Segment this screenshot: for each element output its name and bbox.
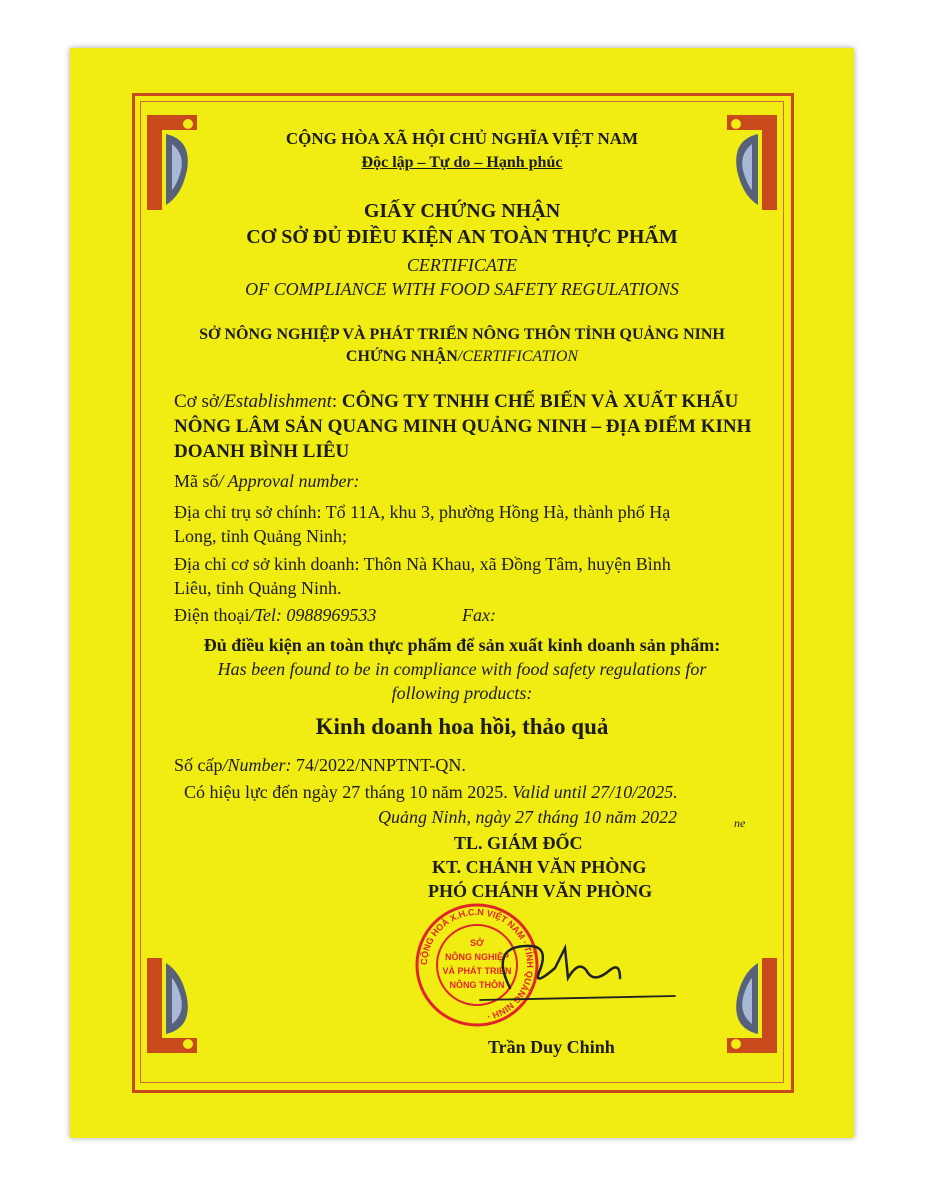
seal-center-4: NÔNG THÔN: [449, 980, 505, 990]
signer-title-2: KT. CHÁNH VĂN PHÒNG: [432, 857, 647, 877]
seal-center-1: SỞ: [470, 938, 484, 948]
issuing-authority: SỞ NÔNG NGHIỆP VÀ PHÁT TRIỂN NÔNG THÔN TỈNH QUẢNG NINH: [199, 326, 725, 343]
validity-line: [184, 781, 678, 803]
phone-label-en: /Tel:: [249, 605, 282, 625]
compliance-en-1: Has been found to be in compliance with food safety regulations for: [217, 659, 707, 679]
number-label-en: /Number:: [222, 755, 292, 775]
corner-ornament-bottom-right: [722, 948, 782, 1058]
validity-vn: Có hiệu lực đến ngày 27 tháng 10 năm 2025.: [184, 782, 508, 802]
approval-label-vn: Mã số: [174, 471, 219, 491]
approval-label-en: / Approval number:: [218, 471, 360, 491]
establishment-name-1: CÔNG TY TNHH CHẾ BIẾN VÀ XUẤT KHẨU: [341, 391, 739, 412]
business-address-line-2: Liêu, tỉnh Quảng Ninh.: [174, 578, 342, 598]
certificate-number: [174, 754, 466, 776]
signer-title-1: TL. GIÁM ĐỐC: [454, 833, 583, 853]
seal-center-2: NÔNG NGHIỆP: [444, 952, 510, 962]
hq-address-line-1: Địa chỉ trụ sở chính: Tổ 11A, khu 3, phường Hồng Hà, thành phố Hạ: [174, 502, 671, 522]
phone-value: 0988969533: [286, 605, 377, 625]
product-name: Kinh doanh hoa hồi, thảo quả: [315, 714, 609, 739]
title-vn-2: CƠ SỞ ĐỦ ĐIỀU KIỆN AN TOÀN THỰC PHẨM: [246, 226, 678, 248]
signer-name: Trần Duy Chinh: [488, 1037, 615, 1057]
establishment-name-3: DOANH BÌNH LIÊU: [174, 441, 350, 462]
title-en-2: OF COMPLIANCE WITH FOOD SAFETY REGULATIONS: [245, 279, 679, 299]
number-label-vn: Số cấp: [174, 755, 223, 775]
number-value: 74/2022/NNPTNT-QN.: [296, 755, 466, 775]
signer-title-3: PHÓ CHÁNH VĂN PHÒNG: [428, 881, 653, 901]
phone-line: [174, 604, 376, 626]
establishment-label-en: /Establishment: [218, 391, 332, 412]
compliance-vn: Đủ điều kiện an toàn thực phẩm để sản xuất kinh doanh sản phẩm:: [203, 635, 721, 655]
certificate-paper: [70, 48, 854, 1138]
validity-en: Valid until 27/10/2025.: [512, 782, 678, 802]
handwritten-signature: [470, 928, 690, 1008]
certification-label: [70, 346, 854, 368]
title-vn-1: GIẤY CHỨNG NHẬN: [363, 200, 561, 222]
compliance-en-2: following products:: [391, 683, 533, 703]
seal-center-3: VÀ PHÁT TRIỂN: [442, 966, 512, 976]
establishment-name-2: NÔNG LÂM SẢN QUANG MINH QUẢNG NINH – ĐỊA ĐIỂM KINH: [174, 416, 752, 437]
certification-label-en: /CERTIFICATION: [457, 348, 579, 365]
business-address-line-1: Địa chỉ cơ sở kinh doanh: Thôn Nà Khau, xã Đồng Tâm, huyện Bình: [174, 554, 671, 574]
fax-label: Fax:: [462, 605, 496, 625]
establishment-line-1: Cơ sở/Establishment: CÔNG TY TNHH CHẾ BIẾN VÀ XUẤT KHẨU: [174, 391, 739, 412]
corner-ornament-bottom-left: [142, 948, 202, 1058]
motto: Độc lập – Tự do – Hạnh phúc: [361, 154, 563, 171]
seal-ring-text: CỘNG HOÀ X.H.C.N VIỆT NAM · TỈNH QUẢNG NINH ·: [418, 906, 536, 1022]
establishment-label-vn: Cơ sở: [174, 391, 219, 412]
certification-label-vn: CHỨNG NHẬN: [345, 348, 458, 365]
hq-address-line-2: Long, tỉnh Quảng Ninh;: [174, 526, 347, 546]
republic-header: CỘNG HÒA XÃ HỘI CHỦ NGHĨA VIỆT NAM: [285, 129, 639, 148]
approval-number: [174, 470, 360, 492]
phone-label-vn: Điện thoại: [174, 605, 250, 625]
place-date: Quảng Ninh, ngày 27 tháng 10 năm 2022: [378, 807, 677, 827]
title-en-1: CERTIFICATE: [406, 255, 518, 275]
initials: ne: [734, 816, 746, 830]
